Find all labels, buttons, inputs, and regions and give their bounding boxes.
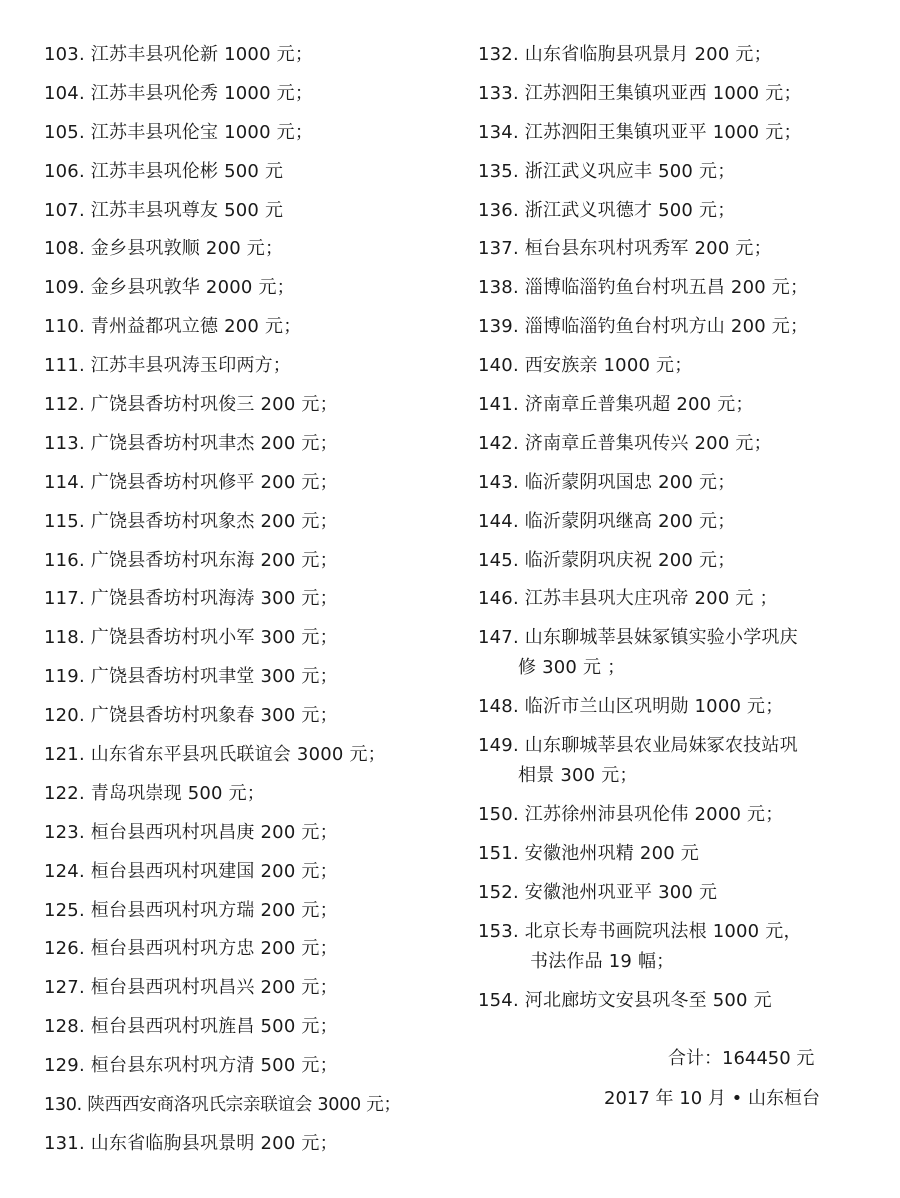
- donation-entry: 130. 陕西西安商洛巩氏宗亲联谊会 3000 元；: [44, 1095, 401, 1116]
- donation-entry: 154. 河北廊坊文安县巩冬至 500 元: [478, 989, 772, 1011]
- donation-entry: 104. 江苏丰县巩伦秀 1000 元；: [44, 82, 314, 104]
- entry-line-1: 147. 山东聊城莘县妹冢镇实验小学巩庆: [478, 627, 798, 649]
- donation-entry: 109. 金乡县巩敦华 2000 元；: [44, 277, 295, 299]
- donation-entry: 123. 桓台县西巩村巩昌庚 200 元；: [44, 821, 338, 843]
- right-column: [478, 36, 878, 1021]
- donation-entry: 135. 浙江武义巩应丰 500 元；: [478, 160, 736, 182]
- donation-entry: 120. 广饶县香坊村巩象春 300 元；: [44, 705, 338, 727]
- donation-entry: [478, 619, 878, 688]
- entry-line-2: 相景 300 元；: [518, 765, 638, 787]
- donation-entry: 111. 江苏丰县巩涛玉印两方；: [44, 355, 291, 377]
- donation-entry: 108. 金乡县巩敦顺 200 元；: [44, 238, 284, 260]
- donation-entry: 148. 临沂市兰山区巩明勋 1000 元；: [478, 696, 784, 718]
- donation-entry: 107. 江苏丰县巩尊友 500 元: [44, 199, 284, 221]
- donation-entry: 126. 桓台县西巩村巩方忠 200 元；: [44, 938, 338, 960]
- donation-entry: 121. 山东省东平县巩氏联谊会 3000 元；: [44, 744, 386, 766]
- donation-entry: [478, 727, 878, 796]
- donation-entry: 139. 淄博临淄钓鱼台村巩方山 200 元；: [478, 316, 809, 338]
- donation-entry: 127. 桓台县西巩村巩昌兴 200 元；: [44, 977, 338, 999]
- donation-entry: 136. 浙江武义巩德才 500 元；: [478, 199, 736, 221]
- donation-entry: 119. 广饶县香坊村巩聿堂 300 元；: [44, 666, 338, 688]
- donation-entry: 141. 济南章丘普集巩超 200 元；: [478, 394, 754, 416]
- total-amount: 合计：164450 元: [668, 1048, 815, 1069]
- left-column: [44, 36, 444, 1164]
- donation-entry: 106. 江苏丰县巩伦彬 500 元: [44, 160, 284, 182]
- donation-entry: 129. 桓台县东巩村巩方清 500 元；: [44, 1055, 338, 1077]
- donation-entry: 140. 西安族亲 1000 元；: [478, 355, 693, 377]
- donation-entry: 113. 广饶县香坊村巩聿杰 200 元；: [44, 432, 338, 454]
- donation-entry: 117. 广饶县香坊村巩海涛 300 元；: [44, 588, 338, 610]
- donation-entry: 150. 江苏徐州沛县巩伦伟 2000 元；: [478, 804, 784, 826]
- donation-entry: 124. 桓台县西巩村巩建国 200 元；: [44, 860, 338, 882]
- donation-entry: 128. 桓台县西巩村巩旌昌 500 元；: [44, 1016, 338, 1038]
- entry-line-1: 149. 山东聊城莘县农业局妹冢农技站巩: [478, 735, 798, 757]
- donation-entry: 112. 广饶县香坊村巩俊三 200 元；: [44, 394, 338, 416]
- entry-line-1: 153. 北京长寿书画院巩法根 1000 元，: [478, 920, 802, 942]
- donation-entry: 138. 淄博临淄钓鱼台村巩五昌 200 元；: [478, 277, 809, 299]
- donation-entry: 133. 江苏泗阳王集镇巩亚西 1000 元；: [478, 82, 802, 104]
- donation-entry: 152. 安徽池州巩亚平 300 元: [478, 882, 718, 904]
- donation-entry: 146. 江苏丰县巩大庄巩帝 200 元 ；: [478, 588, 778, 610]
- donation-entry: 125. 桓台县西巩村巩方瑞 200 元；: [44, 899, 338, 921]
- donation-entry: 151. 安徽池州巩精 200 元: [478, 843, 699, 865]
- donation-entry: 105. 江苏丰县巩伦宝 1000 元；: [44, 121, 314, 143]
- donation-entry: 143. 临沂蒙阴巩国忠 200 元；: [478, 471, 736, 493]
- donation-entry: 103. 江苏丰县巩伦新 1000 元；: [44, 44, 314, 65]
- donation-entry: 142. 济南章丘普集巩传兴 200 元；: [478, 432, 772, 454]
- donation-entry: 145. 临沂蒙阴巩庆祝 200 元；: [478, 549, 736, 571]
- donation-entry: 114. 广饶县香坊村巩修平 200 元；: [44, 471, 338, 493]
- donation-entry: 132. 山东省临朐县巩景月 200 元；: [478, 44, 772, 65]
- donation-entry: 116. 广饶县香坊村巩东海 200 元；: [44, 549, 338, 571]
- donation-entry: 137. 桓台县东巩村巩秀军 200 元；: [478, 238, 772, 260]
- donation-entry: [478, 913, 878, 982]
- donation-entry: 134. 江苏泗阳王集镇巩亚平 1000 元；: [478, 121, 802, 143]
- donation-entry: 115. 广饶县香坊村巩象杰 200 元；: [44, 510, 338, 532]
- date-place: 2017 年 10 月 • 山东桓台: [604, 1088, 820, 1109]
- donation-entry: 122. 青岛巩崇现 500 元；: [44, 782, 265, 804]
- donation-entry: 144. 临沂蒙阴巩继高 200 元；: [478, 510, 736, 532]
- donation-entry: 118. 广饶县香坊村巩小军 300 元；: [44, 627, 338, 649]
- donation-entry: 110. 青州益都巩立德 200 元；: [44, 316, 302, 338]
- entry-line-2: 书法作品 19 幅；: [530, 950, 675, 972]
- entry-line-2: 修 300 元 ；: [518, 657, 626, 679]
- donation-entry: 131. 山东省临朐县巩景明 200 元；: [44, 1132, 338, 1154]
